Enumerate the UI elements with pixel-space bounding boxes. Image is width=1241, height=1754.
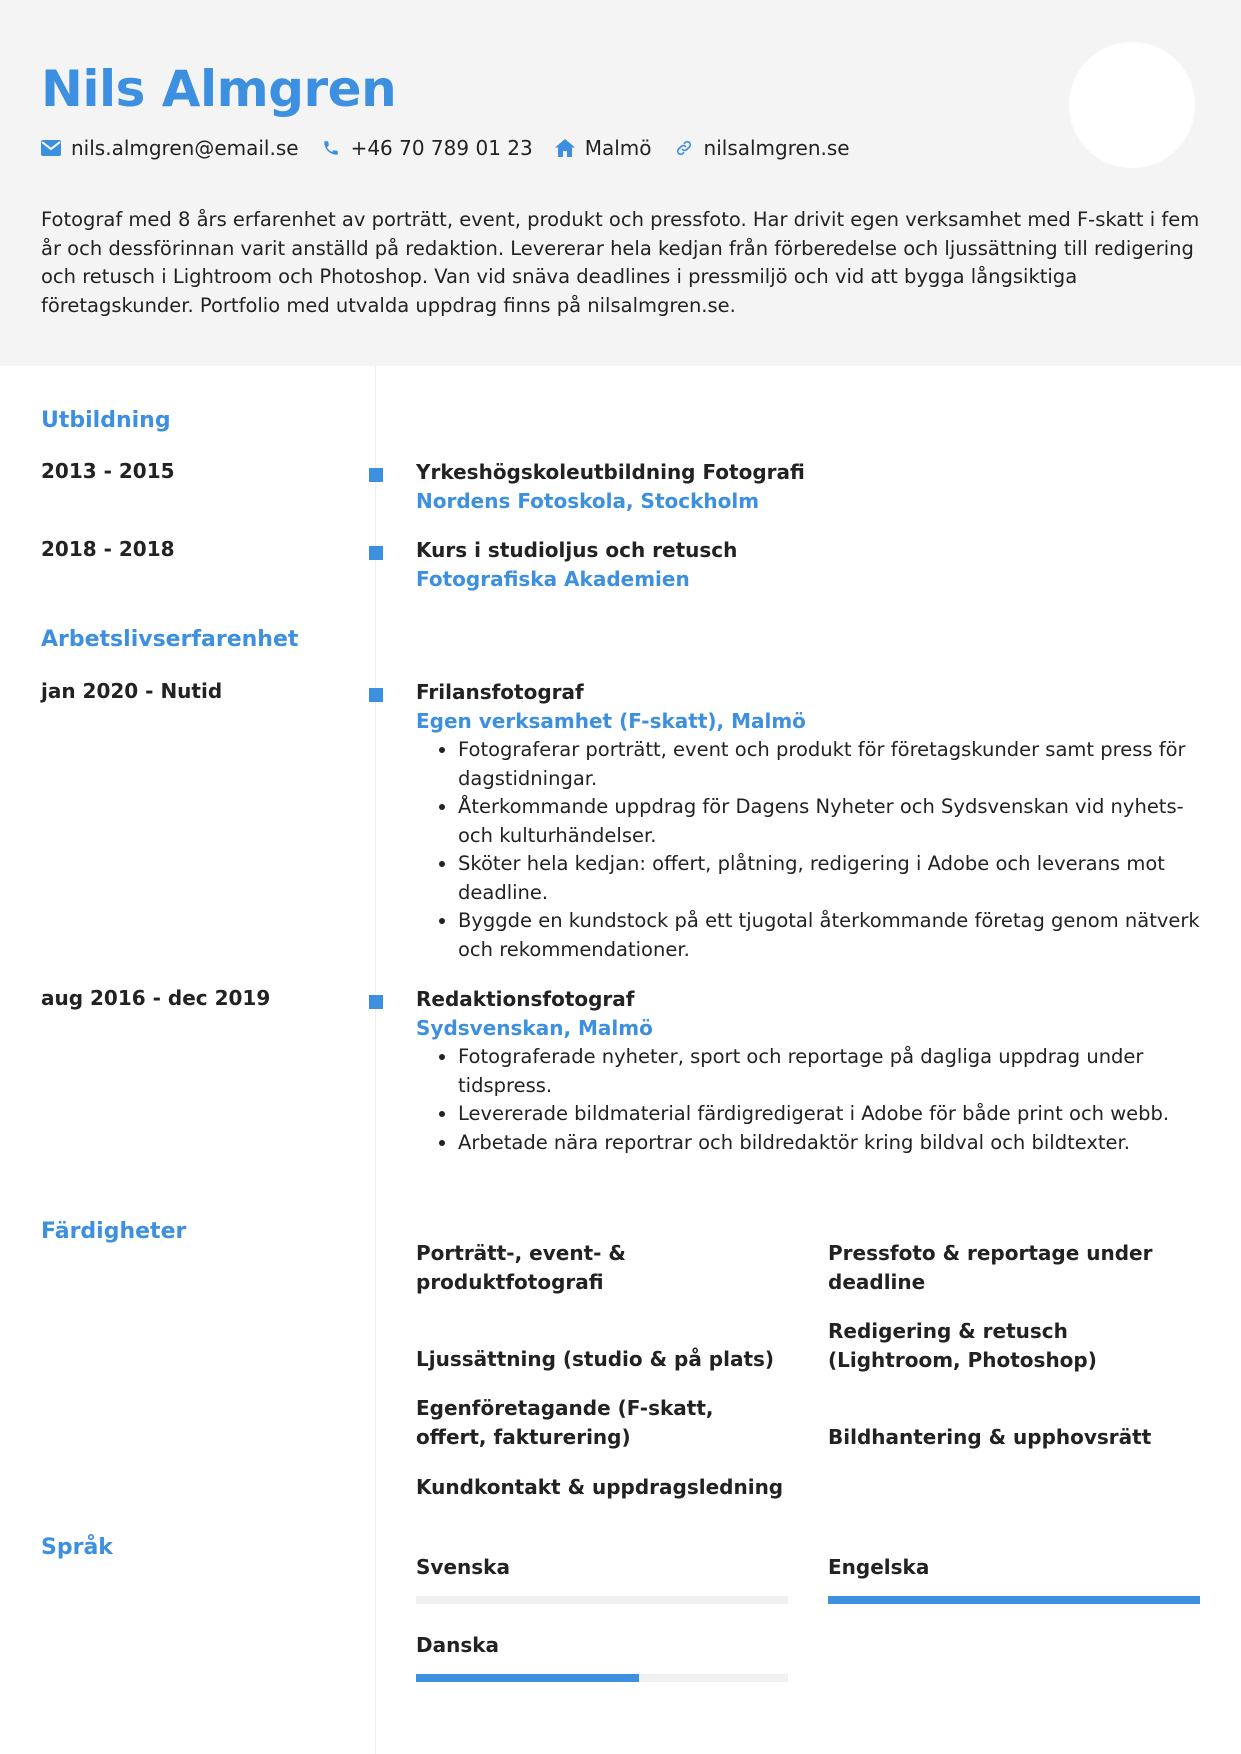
profile-photo bbox=[1069, 42, 1195, 168]
email-icon bbox=[41, 138, 61, 158]
list-item: • Fotograferade nyheter, sport och reportage på dagliga uppdrag under tidspress. bbox=[458, 1043, 1206, 1100]
job-employer: Egen verksamhet (F-skatt), Malmö bbox=[416, 709, 806, 733]
language-item bbox=[828, 1553, 1200, 1604]
list-item: • Fotograferar porträtt, event och produkt för företagskunder samt press för dagstidningar. bbox=[458, 736, 1206, 793]
contact-email-text: nils.almgren@email.se bbox=[71, 136, 299, 160]
education-degree: Yrkeshögskoleutbildning Fotografi bbox=[416, 460, 805, 484]
list-item: • Återkommande uppdrag för Dagens Nyheter och Sydsvenskan vid nyhets- och kulturhändelser. bbox=[458, 793, 1206, 850]
skill-item: Redigering & retusch (Lightroom, Photoshop) bbox=[828, 1319, 1097, 1372]
experience-entry bbox=[416, 985, 1206, 1157]
contact-location-text: Malmö bbox=[584, 136, 652, 160]
experience-date: jan 2020 - Nutid bbox=[41, 679, 223, 703]
education-entry bbox=[416, 458, 1206, 516]
skill-item: Porträtt-, event- & produktfotografi bbox=[416, 1241, 626, 1294]
profile-summary: Fotograf med 8 års erfarenhet av porträtt, event, produkt och pressfoto. Har drivit egen verksamhet med F-skatt i fem år och dessförinnan varit anställd på redaktion. Levererar hela kedjan från förberedelse och ljussättning till redigering och retusch i Lightroom och Photoshop. Van vid snäva deadlines i pressmiljö och vid att bygga långsiktiga företagskunder. Portfolio med utvalda uppdrag finns på nilsalmgren.se. bbox=[41, 208, 1200, 317]
timeline-marker bbox=[369, 468, 383, 482]
skill-item: Ljussättning (studio & på plats) bbox=[416, 1347, 775, 1371]
timeline-marker bbox=[369, 546, 383, 560]
language-level-bar bbox=[416, 1674, 788, 1682]
language-level-fill bbox=[828, 1596, 1200, 1604]
language-level-bar bbox=[416, 1596, 788, 1604]
job-bullets bbox=[416, 736, 1206, 964]
experience-date: aug 2016 - dec 2019 bbox=[41, 986, 271, 1010]
column-divider bbox=[375, 366, 376, 1754]
language-name: Danska bbox=[416, 1633, 500, 1657]
skill-item: Egenföretagande (F-skatt, offert, fakturering) bbox=[416, 1396, 714, 1449]
skill-item: Pressfoto & reportage under deadline bbox=[828, 1241, 1153, 1294]
contact-website-text: nilsalmgren.se bbox=[703, 136, 850, 160]
education-school: Nordens Fotoskola, Stockholm bbox=[416, 489, 760, 513]
contact-phone-text: +46 70 789 01 23 bbox=[350, 136, 533, 160]
language-level-bar bbox=[828, 1596, 1200, 1604]
link-icon bbox=[674, 138, 694, 158]
home-icon bbox=[555, 138, 575, 158]
skill-item: Bildhantering & upphovsrätt bbox=[828, 1425, 1152, 1449]
list-item: • Byggde en kundstock på ett tjugotal återkommande företag genom nätverk och rekommendationer. bbox=[458, 907, 1206, 964]
phone-icon bbox=[321, 138, 341, 158]
list-item: • Levererade bildmaterial färdigredigerat i Adobe för både print och webb. bbox=[458, 1100, 1206, 1129]
job-title: Frilansfotograf bbox=[416, 680, 584, 704]
job-bullets bbox=[416, 1043, 1206, 1157]
list-item: • Sköter hela kedjan: offert, plåtning, redigering i Adobe och leverans mot deadline. bbox=[458, 850, 1206, 907]
skill-item: Kundkontakt & uppdragsledning bbox=[416, 1475, 784, 1499]
contact-phone[interactable] bbox=[321, 136, 533, 160]
contact-list bbox=[41, 134, 872, 162]
education-school: Fotografiska Akademien bbox=[416, 567, 690, 591]
language-name: Engelska bbox=[828, 1555, 930, 1579]
education-date: 2018 - 2018 bbox=[41, 537, 175, 561]
job-title: Redaktionsfotograf bbox=[416, 987, 635, 1011]
experience-entry bbox=[416, 678, 1206, 964]
language-name: Svenska bbox=[416, 1555, 510, 1579]
education-date: 2013 - 2015 bbox=[41, 459, 175, 483]
contact-email[interactable] bbox=[41, 136, 299, 160]
header bbox=[0, 0, 1241, 366]
education-title: Utbildning bbox=[41, 408, 171, 433]
language-level-fill bbox=[416, 1674, 639, 1682]
languages-title: Språk bbox=[41, 1535, 113, 1560]
skills-title: Färdigheter bbox=[41, 1219, 187, 1244]
job-employer: Sydsvenskan, Malmö bbox=[416, 1016, 653, 1040]
language-item bbox=[416, 1553, 788, 1604]
experience-title: Arbetslivserfarenhet bbox=[41, 627, 299, 652]
education-entry bbox=[416, 536, 1206, 594]
language-item bbox=[416, 1631, 788, 1682]
list-item: • Arbetade nära reportrar och bildredaktör kring bildval och bildtexter. bbox=[458, 1129, 1206, 1158]
timeline-marker bbox=[369, 995, 383, 1009]
contact-website[interactable] bbox=[674, 136, 850, 160]
timeline-marker bbox=[369, 688, 383, 702]
contact-location bbox=[555, 136, 652, 160]
education-degree: Kurs i studioljus och retusch bbox=[416, 538, 738, 562]
person-name: Nils Almgren bbox=[41, 60, 397, 118]
